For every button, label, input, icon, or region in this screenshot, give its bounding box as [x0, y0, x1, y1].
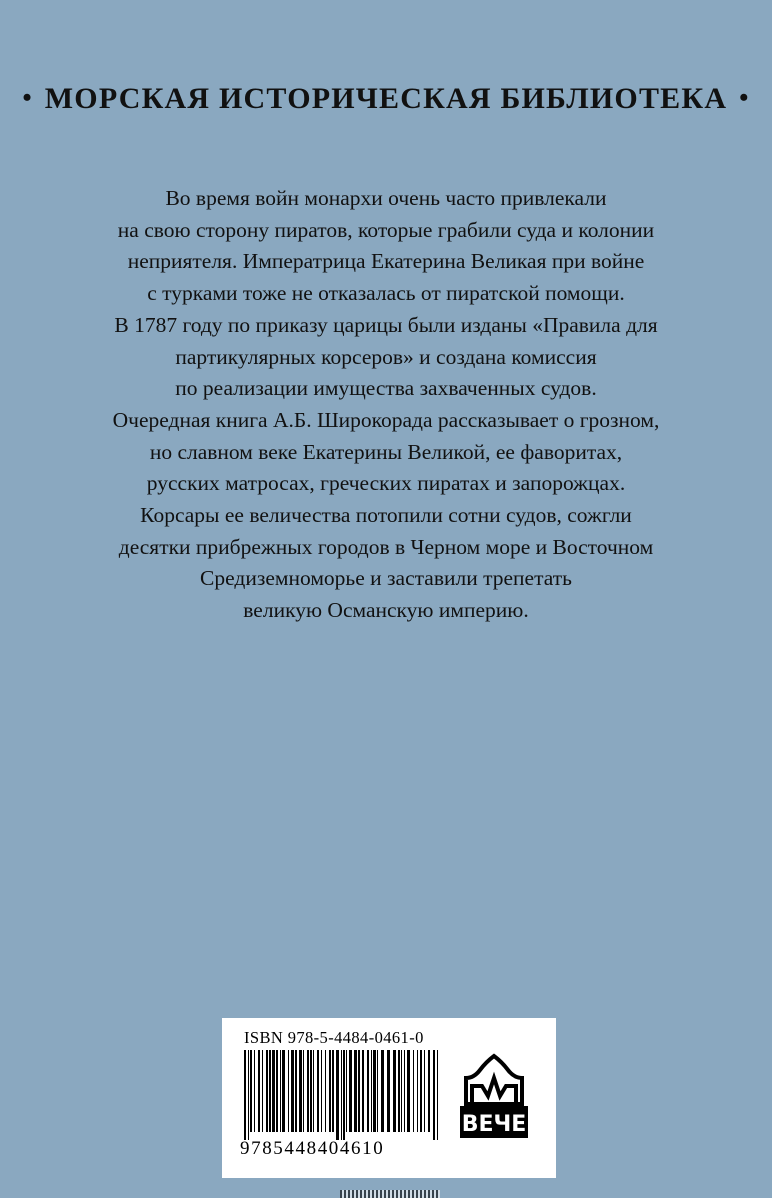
blurb-line: партикулярных корсеров» и создана комиссия: [175, 344, 597, 369]
blurb-line: В 1787 году по приказу царицы были изданы «Правила для: [114, 312, 658, 337]
barcode-bar: [282, 1050, 285, 1132]
barcode-bar: [407, 1050, 410, 1132]
blurb-line: Во время войн монархи очень часто привлекали: [165, 186, 607, 210]
barcode-bar: [266, 1050, 268, 1132]
blurb-line: Средиземноморье и заставили трепетать: [200, 566, 572, 591]
barcode-bar: [413, 1050, 414, 1132]
barcode-number: 9785448404610: [240, 1138, 385, 1159]
barcode-bar: [317, 1050, 319, 1132]
series-title-text: МОРСКАЯ ИСТОРИЧЕСКАЯ БИБЛИОТЕКА: [44, 82, 728, 115]
blurb-line: Очередная книга А.Б. Широкорада рассказывает о грозном,: [112, 407, 660, 432]
barcode-bar: [258, 1050, 260, 1132]
barcode-bar: [358, 1050, 360, 1132]
barcode-bar: [393, 1050, 396, 1132]
barcode-bar: [329, 1050, 331, 1132]
barcode-bar: [362, 1050, 364, 1132]
barcode-bar: [428, 1050, 430, 1132]
blurb-line: Корсары ее величества потопили сотни судов, сожгли: [140, 503, 632, 528]
barcode-bar: [295, 1050, 297, 1132]
barcode-bar: [299, 1050, 302, 1132]
series-bullet-right: •: [739, 83, 750, 112]
barcode-bar: [417, 1050, 418, 1132]
barcode-bar: [269, 1050, 271, 1132]
barcode-bar: [346, 1050, 347, 1132]
barcode-bar: [373, 1050, 376, 1132]
barcode-bar: [310, 1050, 312, 1132]
barcode-bar: [371, 1050, 372, 1132]
series-bullet-left: •: [22, 83, 33, 112]
isbn-label: ISBN 978-5-4484-0461-0: [244, 1028, 424, 1047]
blurb-text: [60, 183, 712, 627]
barcode-bar: [401, 1050, 402, 1132]
blurb-line: неприятеля. Императрица Екатерина Великая при войне: [127, 249, 645, 274]
barcode-bars: [242, 1050, 440, 1140]
barcode-bar: [244, 1050, 246, 1140]
barcode-bar: [303, 1050, 304, 1132]
barcode-edge-strip: [340, 1190, 440, 1198]
blurb-line: с турками тоже не отказалась от пиратской помощи.: [147, 281, 625, 306]
barcode-bar: [336, 1050, 339, 1140]
barcode-bar: [325, 1050, 326, 1132]
barcode-bar: [291, 1050, 294, 1132]
barcode-bar: [424, 1050, 425, 1132]
barcode-bar: [433, 1050, 435, 1140]
barcode-bar: [377, 1050, 378, 1132]
barcode-bar: [276, 1050, 278, 1132]
blurb-line: десятки прибрежных городов в Черном море и Восточном: [118, 534, 654, 559]
barcode-bar: [272, 1050, 275, 1132]
barcode-bar: [280, 1050, 281, 1132]
barcode-bar: [262, 1050, 263, 1132]
barcode-bar: [321, 1050, 322, 1132]
series-title: [0, 82, 772, 116]
barcode-bar: [349, 1050, 352, 1132]
barcode-bar: [404, 1050, 405, 1132]
blurb-line: но славном веке Екатерины Великой, ее фаворитах,: [149, 439, 623, 464]
barcode-bar: [254, 1050, 255, 1132]
publisher-logo-icon: [454, 1048, 534, 1144]
blurb-line: русских матросах, греческих пиратах и запорожцах.: [146, 471, 626, 496]
barcode-bar: [307, 1050, 309, 1132]
publisher-logo-text: ВЕЧЕ: [461, 1112, 527, 1137]
barcode-bar: [398, 1050, 400, 1132]
barcode-bar: [288, 1050, 289, 1132]
barcode-bar: [332, 1050, 334, 1132]
barcode-bar: [381, 1050, 384, 1132]
barcode-bar: [367, 1050, 369, 1132]
barcode-bar: [343, 1050, 345, 1140]
barcode-bar: [420, 1050, 422, 1132]
barcode-bar: [313, 1050, 314, 1132]
blurb-line: на свою сторону пиратов, которые грабили суда и колонии: [117, 217, 655, 242]
barcode-bar: [437, 1050, 438, 1140]
barcode-bar: [341, 1050, 342, 1140]
barcode-panel: [222, 1018, 556, 1178]
barcode-bar: [387, 1050, 390, 1132]
blurb-line: великую Османскую империю.: [243, 598, 529, 623]
barcode-bar: [250, 1050, 252, 1132]
blurb-line: по реализации имущества захваченных судов.: [175, 376, 597, 401]
barcode-bar: [354, 1050, 357, 1132]
barcode-bar: [248, 1050, 249, 1140]
